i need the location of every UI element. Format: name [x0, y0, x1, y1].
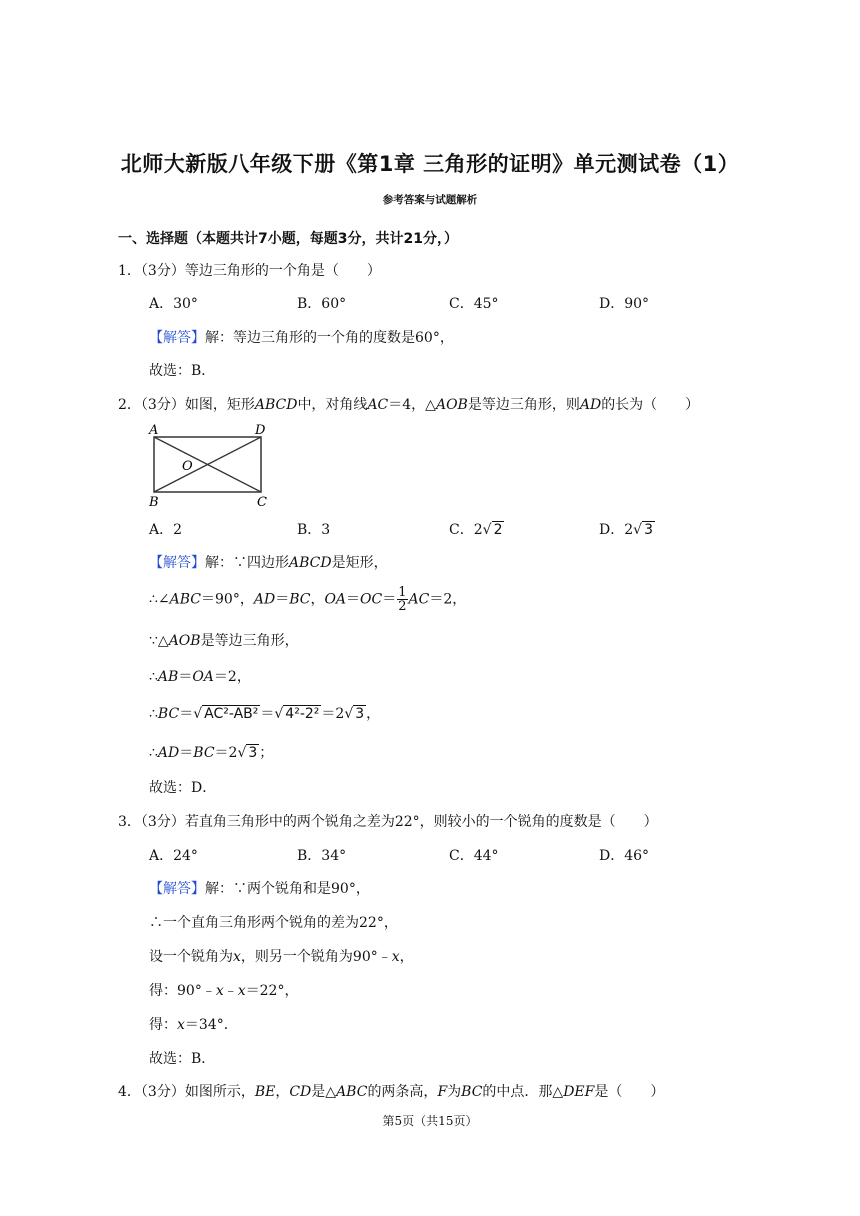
text: 2．（3分）如图，矩形 — [118, 397, 255, 413]
rectangle-figure — [146, 420, 276, 510]
numerator: 1 — [398, 585, 407, 600]
sqrt-sign: √ — [193, 706, 203, 722]
q1-option-c: C．45° — [449, 296, 499, 312]
q1-option-d: D．90° — [599, 296, 650, 312]
radicand: 3 — [248, 745, 258, 761]
q2-step-4 — [149, 666, 251, 686]
text: ＝90°， — [201, 591, 254, 608]
q3-step-2: ∴一个直角三角形两个锐角的差为22°， — [149, 915, 398, 931]
q2-step-3 — [149, 630, 299, 650]
sqrt-sign: √ — [482, 522, 492, 538]
label-d: D — [255, 423, 266, 438]
text: ∴ — [149, 745, 158, 761]
question-4-stem — [118, 1081, 664, 1101]
question-2-stem — [118, 394, 699, 414]
text: 设一个锐角为 — [149, 949, 233, 965]
section-heading: 一、选择题（本题共计7小题，每题3分，共计21分，） — [118, 231, 458, 247]
q1-option-b: B．60° — [297, 296, 347, 312]
text: ＝ — [260, 706, 275, 722]
text: 中，对角线 — [297, 397, 368, 413]
text: ABCD — [254, 397, 298, 413]
coef: 2 — [473, 522, 483, 538]
fraction — [397, 586, 407, 613]
text: ， — [366, 706, 381, 722]
q3-option-b: B．34° — [297, 848, 347, 864]
text: ＝22°， — [245, 983, 299, 999]
label-o: O — [182, 459, 193, 474]
text: BC — [157, 706, 180, 722]
text: 是等边三角形， — [200, 633, 299, 649]
answer-text: 解：等边三角形的一个角的度数是60°， — [205, 330, 454, 346]
text: 得： — [149, 1017, 177, 1033]
text: AD — [157, 745, 180, 761]
text: CD — [289, 1084, 312, 1100]
q2-option-a: A．2 — [149, 522, 183, 538]
text: BC — [461, 1084, 483, 1100]
label-a: A — [149, 423, 159, 438]
page-subtitle: 参考答案与试题解析 — [382, 194, 478, 206]
text: x — [215, 983, 224, 999]
text: ABCD — [289, 555, 332, 571]
text: 是△ — [311, 1084, 337, 1100]
text: ∴ — [149, 706, 158, 722]
text: ∵△ — [149, 633, 169, 649]
q2-option-c: C．2√ 2 — [449, 522, 503, 538]
denominator: 2 — [398, 599, 407, 614]
text: OC — [360, 591, 383, 608]
text: 是（ ） — [594, 1084, 665, 1100]
q2-step-6 — [149, 742, 273, 762]
text: AC — [408, 591, 430, 608]
q2-step-5 — [149, 703, 380, 723]
text: BC — [193, 745, 215, 761]
text: 是等边三角形，则 — [467, 397, 580, 413]
text: AOB — [435, 397, 468, 413]
text: ＝2 — [321, 706, 345, 722]
q2-option-d: D．2√ 3 — [599, 522, 653, 538]
text: x — [177, 1017, 185, 1033]
radicand: AC²-AB² — [204, 706, 259, 722]
text: ＝34°． — [184, 1017, 238, 1033]
q3-step-3 — [149, 946, 414, 966]
radicand: 4²-2² — [285, 706, 320, 722]
text: x — [391, 949, 400, 965]
q3-option-c: C．44° — [449, 848, 499, 864]
text: 为 — [447, 1084, 462, 1100]
text: ＝ — [382, 591, 397, 608]
text: 得：90°﹣ — [149, 983, 216, 999]
text: 解：∵四边形 — [205, 555, 289, 571]
text: ＝2 — [214, 745, 238, 761]
page-title: 北师大新版八年级下册《第1章 三角形的证明》单元测试卷（1） — [120, 152, 740, 176]
text: AD — [579, 397, 602, 413]
q2-option-b: B．3 — [297, 522, 331, 538]
text: F — [437, 1084, 448, 1100]
text: ＝2， — [213, 669, 251, 685]
coef: 2 — [624, 522, 634, 538]
text: ﹣ — [223, 983, 238, 999]
sqrt-sign: √ — [237, 745, 247, 761]
q3-step-4 — [149, 980, 298, 1000]
text: ABC — [336, 1084, 368, 1100]
q1-choice: 故选：B． — [149, 363, 216, 379]
text: 是矩形， — [331, 555, 388, 571]
text: x — [233, 949, 241, 965]
question-1-stem: 1．（3分）等边三角形的一个角是（ ） — [118, 263, 381, 279]
answer-tag: 【解答】 — [149, 330, 205, 346]
page-footer: 第5页（共15页） — [382, 1114, 478, 1128]
text: ABC — [169, 591, 202, 608]
text: BE — [254, 1084, 276, 1100]
text: 解：∵两个锐角和是90°， — [205, 881, 370, 897]
answer-tag: 【解答】 — [149, 555, 205, 571]
question-3-stem: 3．（3分）若直角三角形中的两个锐角之差为22°，则较小的一个锐角的度数是（ ） — [118, 814, 658, 830]
q3-option-a: A．24° — [149, 848, 198, 864]
text: ，则另一个锐角为90°﹣ — [240, 949, 392, 965]
q3-step-1 — [149, 878, 370, 898]
text: ＝4，△ — [388, 397, 436, 413]
q2-step-1 — [149, 552, 388, 572]
text: AB — [157, 669, 179, 685]
text: BC — [289, 591, 311, 608]
q3-step-5 — [149, 1014, 238, 1034]
text: AD — [253, 591, 276, 608]
text: ＝ — [275, 591, 290, 608]
radicand: 3 — [355, 706, 365, 722]
sqrt-sign: √ — [633, 522, 643, 538]
label-c: C — [257, 495, 267, 510]
text: ＝ — [178, 669, 193, 685]
text: ， — [310, 591, 325, 608]
radicand: 3 — [644, 522, 653, 538]
sqrt-sign: √ — [344, 706, 354, 722]
q1-option-a: A．30° — [149, 296, 198, 312]
text: ∴ — [149, 669, 158, 685]
radicand: 2 — [493, 522, 503, 538]
text: ＝2， — [429, 591, 467, 608]
text: 的中点．那△ — [482, 1084, 564, 1100]
q3-choice: 故选：B． — [149, 1051, 216, 1067]
q2-step-2 — [149, 586, 466, 613]
text: 4．（3分）如图所示， — [118, 1084, 255, 1100]
text: 的长为（ ） — [601, 397, 700, 413]
sqrt-sign: √ — [274, 706, 284, 722]
q2-choice: 故选：D． — [149, 780, 217, 796]
text: DEF — [563, 1084, 595, 1100]
text: ； — [259, 745, 274, 761]
answer-tag: 【解答】 — [149, 881, 205, 897]
text: ∴∠ — [149, 591, 170, 608]
q3-option-d: D．46° — [599, 848, 650, 864]
text: AC — [367, 397, 389, 413]
q1-answer — [149, 327, 454, 347]
label-b: B — [149, 495, 159, 510]
text: ＝ — [346, 591, 361, 608]
text: x — [237, 983, 246, 999]
text: ， — [399, 949, 414, 965]
text: AOB — [168, 633, 201, 649]
text: OA — [324, 591, 347, 608]
text: ＝ — [179, 745, 194, 761]
text: ＝ — [179, 706, 194, 722]
text: OA — [192, 669, 214, 685]
text: 的两条高， — [367, 1084, 438, 1100]
text: ， — [275, 1084, 290, 1100]
